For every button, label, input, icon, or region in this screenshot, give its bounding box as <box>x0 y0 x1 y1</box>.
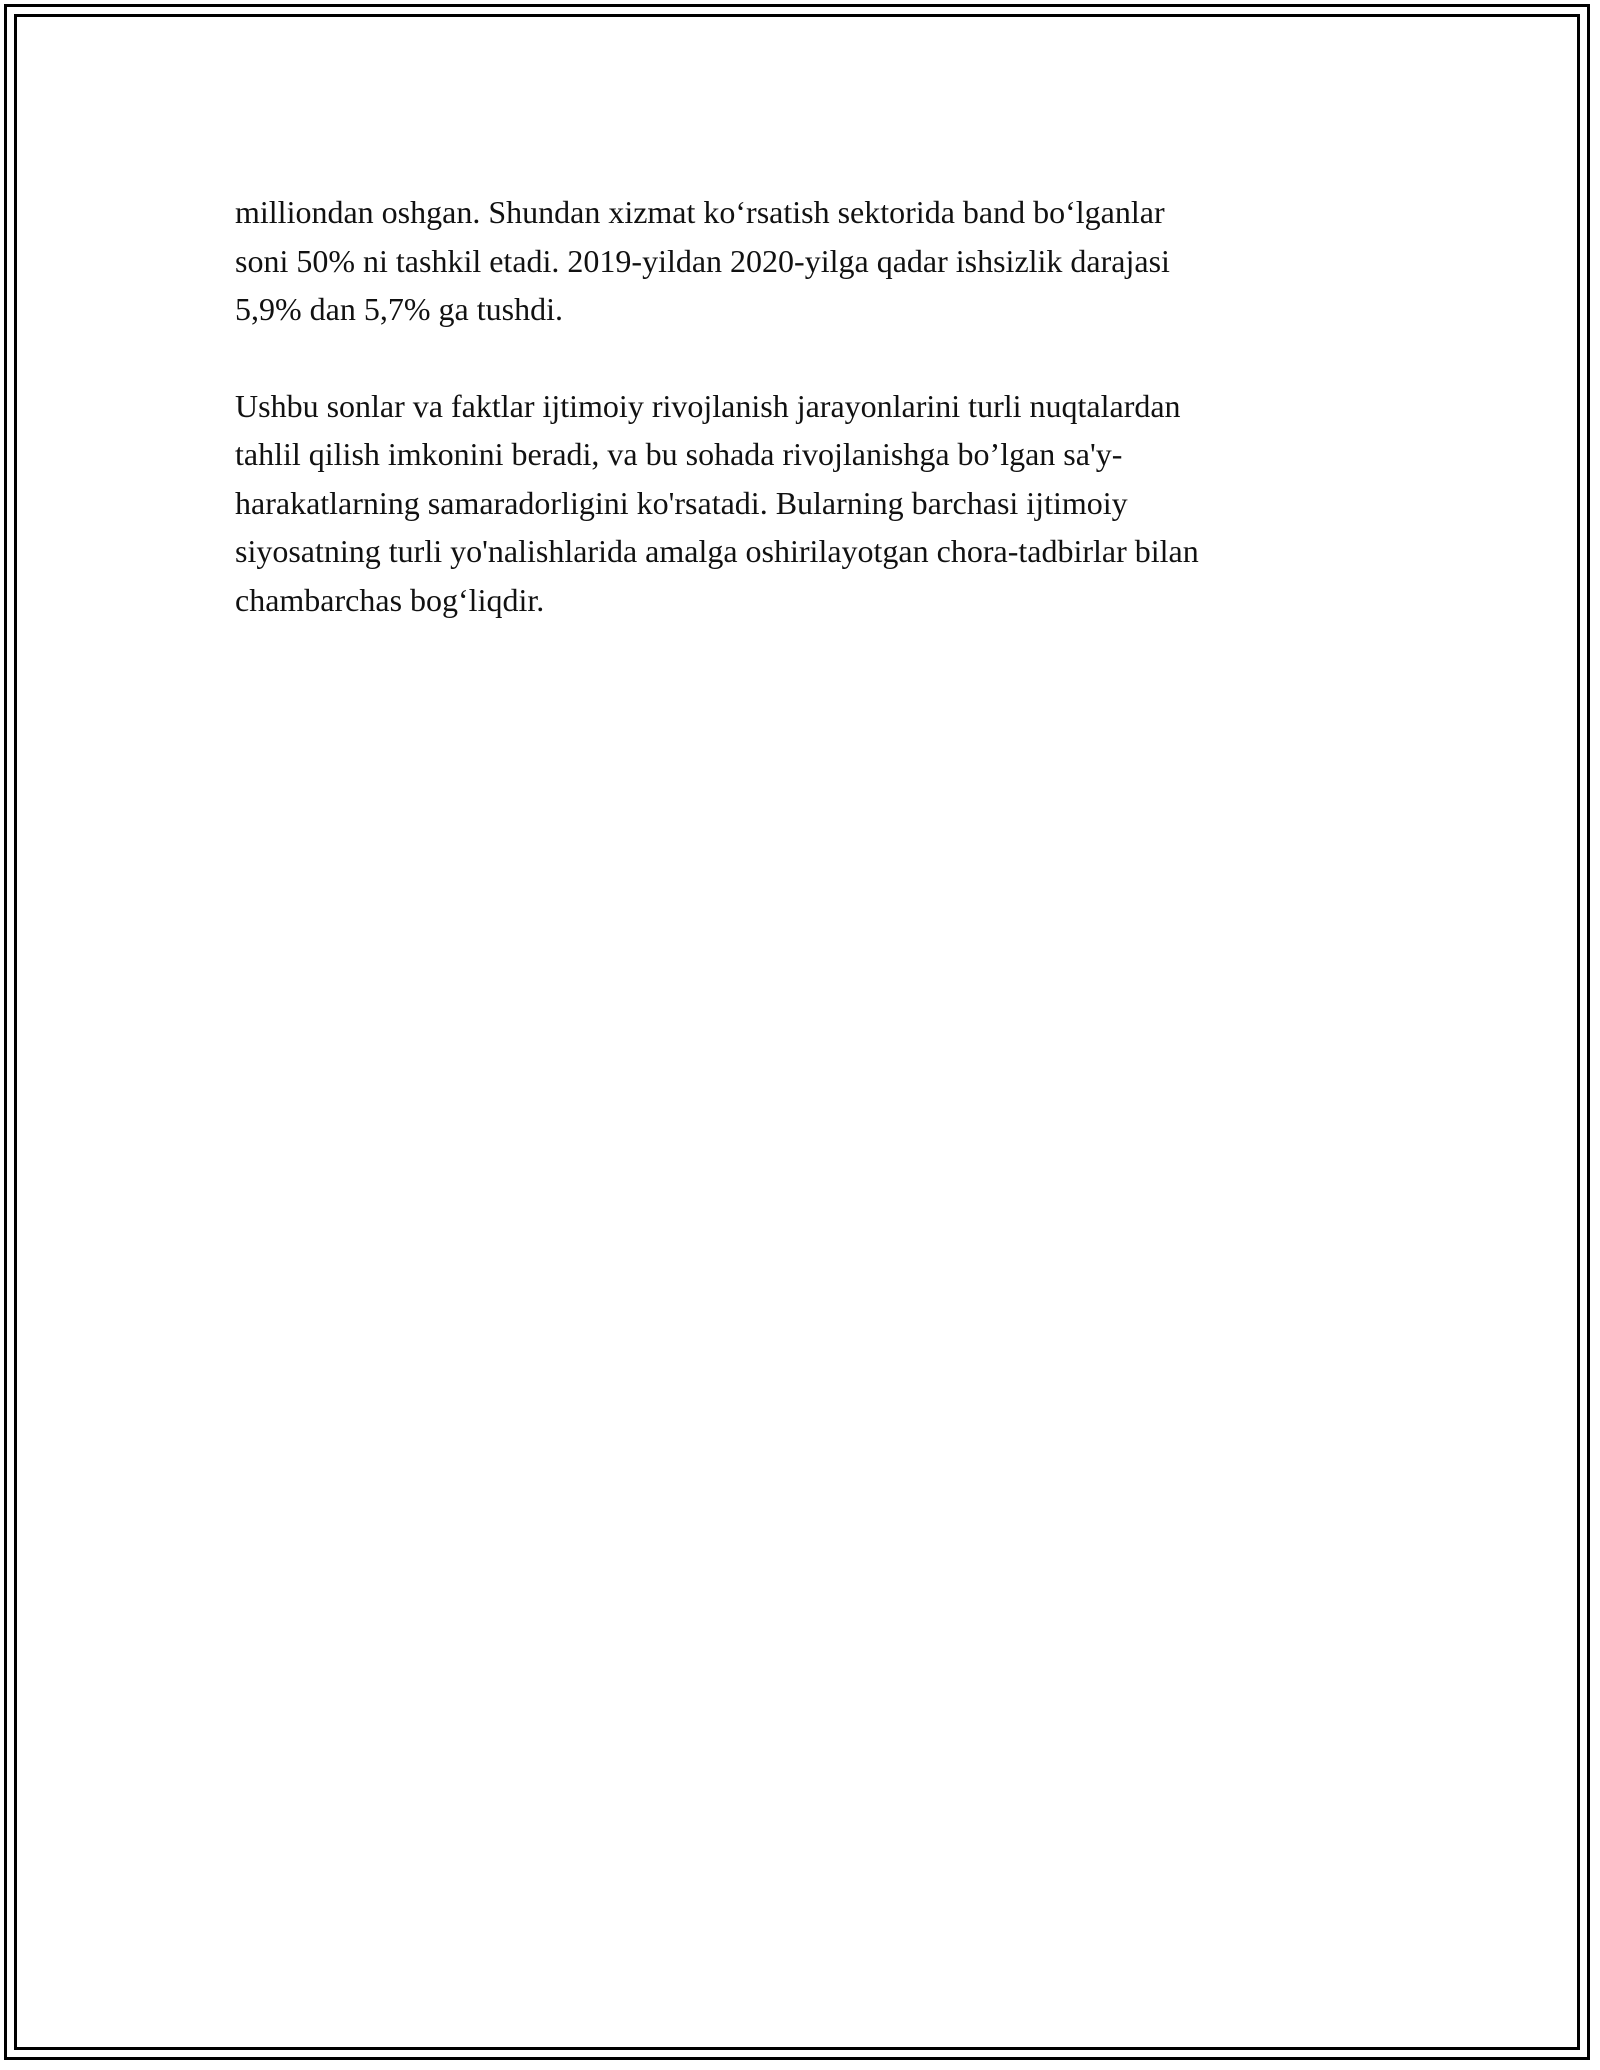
document-body <box>235 188 1385 624</box>
paragraph-line: harakatlarning samaradorligini ko'rsatadi. Bularning barchasi ijtimoiy <box>235 484 1128 521</box>
paragraph-line: siyosatning turli yo'nalishlarida amalga oshirilayotgan chora-tadbirlar bilan <box>235 533 1199 569</box>
paragraph-line: soni 50% ni tashkil etadi. 2019-yildan 2020-yilga qadar ishsizlik darajasi <box>235 242 1170 279</box>
paragraph-line: milliondan oshgan. Shundan xizmat ko‘rsatish sektorida band bo‘lganlar <box>235 194 1165 230</box>
paragraph-line: Ushbu sonlar va faktlar ijtimoiy rivojlanish jarayonlarini turli nuqtalardan <box>235 387 1181 424</box>
paragraph-line: tahlil qilish imkonini beradi, va bu sohada rivojlanishga bo’lgan sa'y- <box>235 436 1123 472</box>
paragraph-1 <box>235 188 1385 334</box>
paragraph-line: 5,9% dan 5,7% ga tushdi. <box>235 291 563 327</box>
paragraph-line: chambarchas bog‘liqdir. <box>235 581 545 618</box>
paragraph-2 <box>235 382 1385 625</box>
